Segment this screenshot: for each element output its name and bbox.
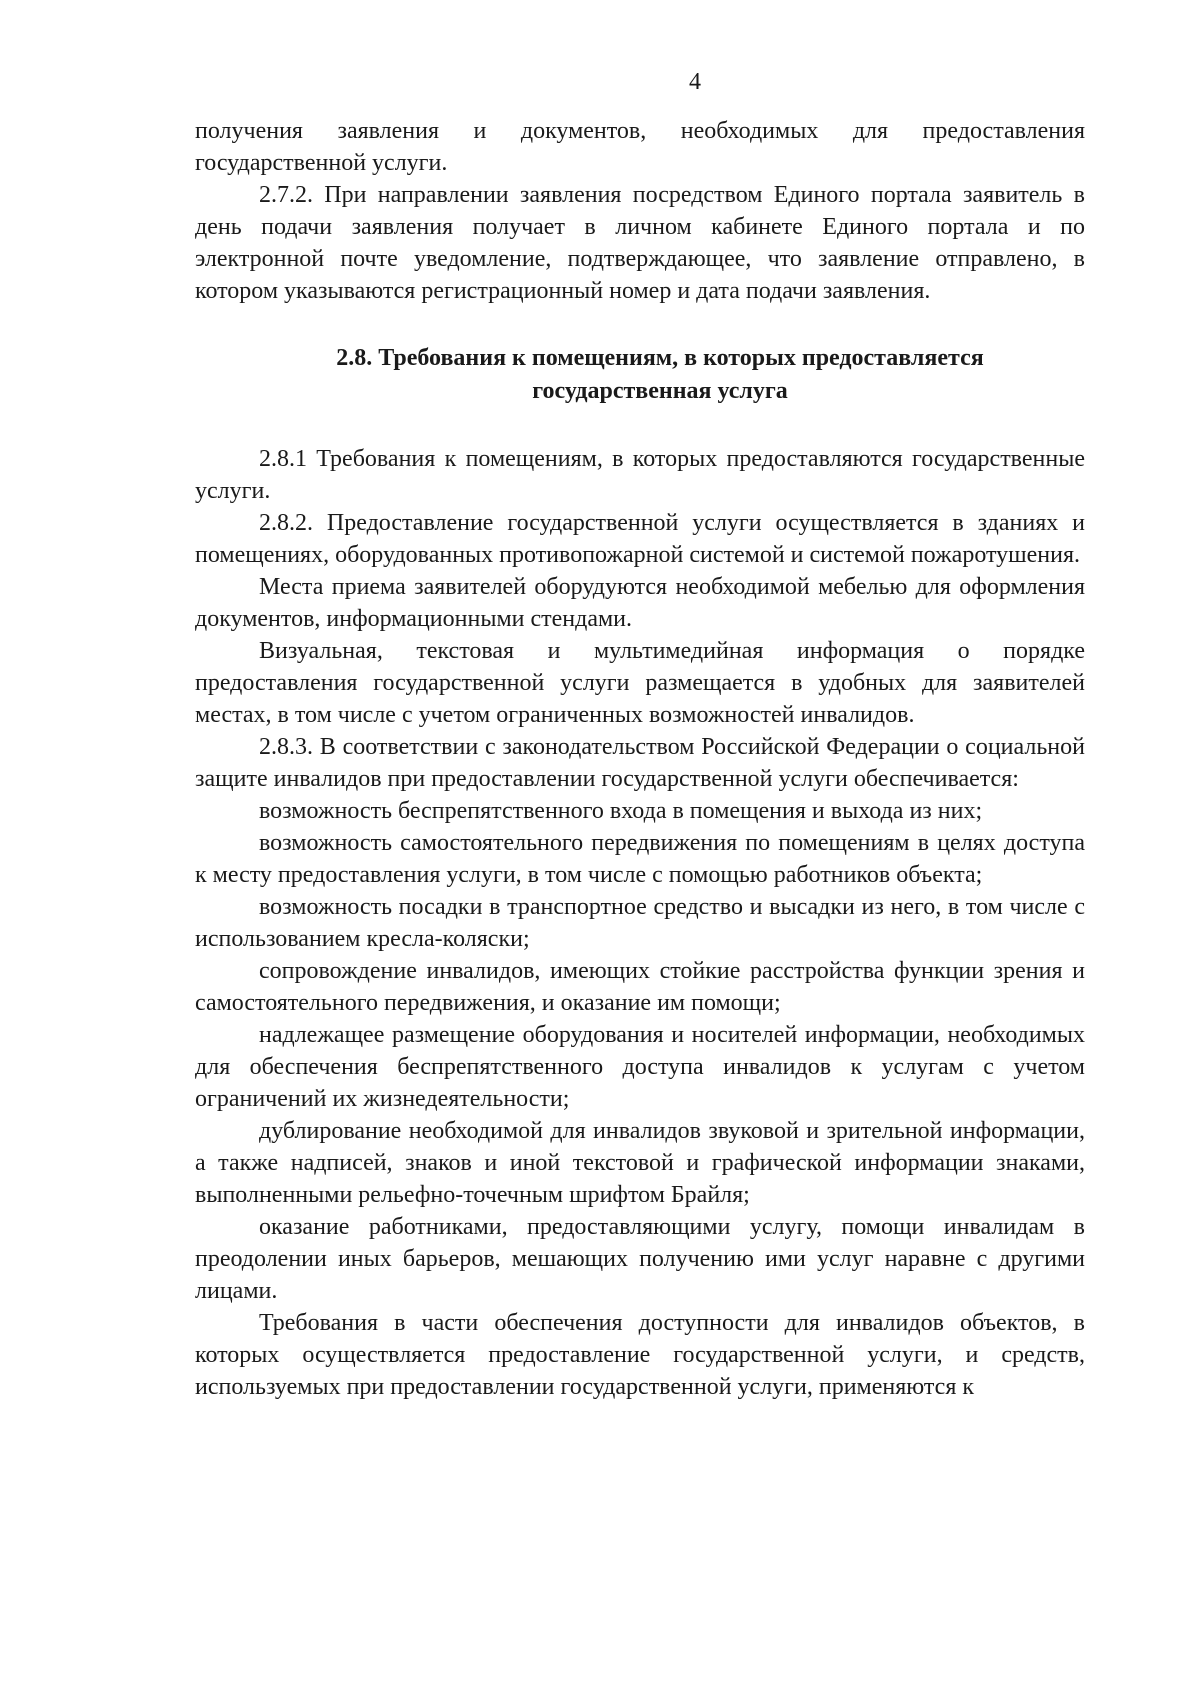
page-number: 4 [689,69,701,95]
paragraph-continuation: получения заявления и документов, необходимых для предоставления государственной услуги. [195,118,1085,176]
list-item-assistance: оказание работниками, предоставляющими услугу, помощи инвалидам в преодолении иных барьеров, мешающих получению ими услуг наравне с другими лицами. [195,1214,1085,1304]
list-item-transport: возможность посадки в транспортное средство и высадки из него, в том числе с использованием кресла-коляски; [195,894,1085,952]
section-heading-2-8 [195,342,1085,408]
paragraph-2-8-3: 2.8.3. В соответствии с законодательством Российской Федерации о социальной защите инвалидов при предоставлении государственной услуги обеспечивается: [195,734,1085,792]
paragraph-2-8-2: 2.8.2. Предоставление государственной услуги осуществляется в зданиях и помещениях, оборудованных противопожарной системой и системой пожаротушения. [195,510,1085,568]
list-item-movement: возможность самостоятельного передвижения по помещениям в целях доступа к месту предоставления услуги, в том числе с помощью работников объекта; [195,830,1085,888]
paragraph-2-8-1: 2.8.1 Требования к помещениям, в которых предоставляются государственные услуги. [195,446,1085,504]
list-item-braille: дублирование необходимой для инвалидов звуковой и зрительной информации, а также надписей, знаков и иной текстовой и графической информации знаками, выполненными рельефно-точечным шрифтом Брайля; [195,1118,1085,1208]
paragraph-reception-places: Места приема заявителей оборудуются необходимой мебелью для оформления документов, информационными стендами. [195,574,1085,632]
list-item-entry-access: возможность беспрепятственного входа в помещения и выхода из них; [259,798,983,824]
list-item-equipment-placement: надлежащее размещение оборудования и носителей информации, необходимых для обеспечения беспрепятственного доступа инвалидов к услугам с учетом ограничений их жизнедеятельности; [195,1022,1085,1112]
paragraph-2-7-2: 2.7.2. При направлении заявления посредством Единого портала заявитель в день подачи заявления получает в личном кабинете Единого портала и по электронной почте уведомление, подтверждающее, что заявление отправлено, в котором указываются регистрационный номер и дата подачи заявления. [195,182,1085,304]
section-heading-line-1: 2.8. Требования к помещениям, в которых предоставляется [336,345,984,371]
list-item-escort: сопровождение инвалидов, имеющих стойкие расстройства функции зрения и самостоятельного передвижения, и оказание им помощи; [195,958,1085,1016]
section-heading-line-2: государственная услуга [532,378,788,404]
document-body [195,115,1085,1403]
paragraph-accessibility-requirements: Требования в части обеспечения доступности для инвалидов объектов, в которых осуществляется предоставление государственной услуги, и средств, используемых при предоставлении государственной услуги, применяются к [195,1310,1085,1400]
paragraph-visual-information: Визуальная, текстовая и мультимедийная информация о порядке предоставления государственной услуги размещается в удобных для заявителей местах, в том числе с учетом ограниченных возможностей инвалидов. [195,638,1085,728]
